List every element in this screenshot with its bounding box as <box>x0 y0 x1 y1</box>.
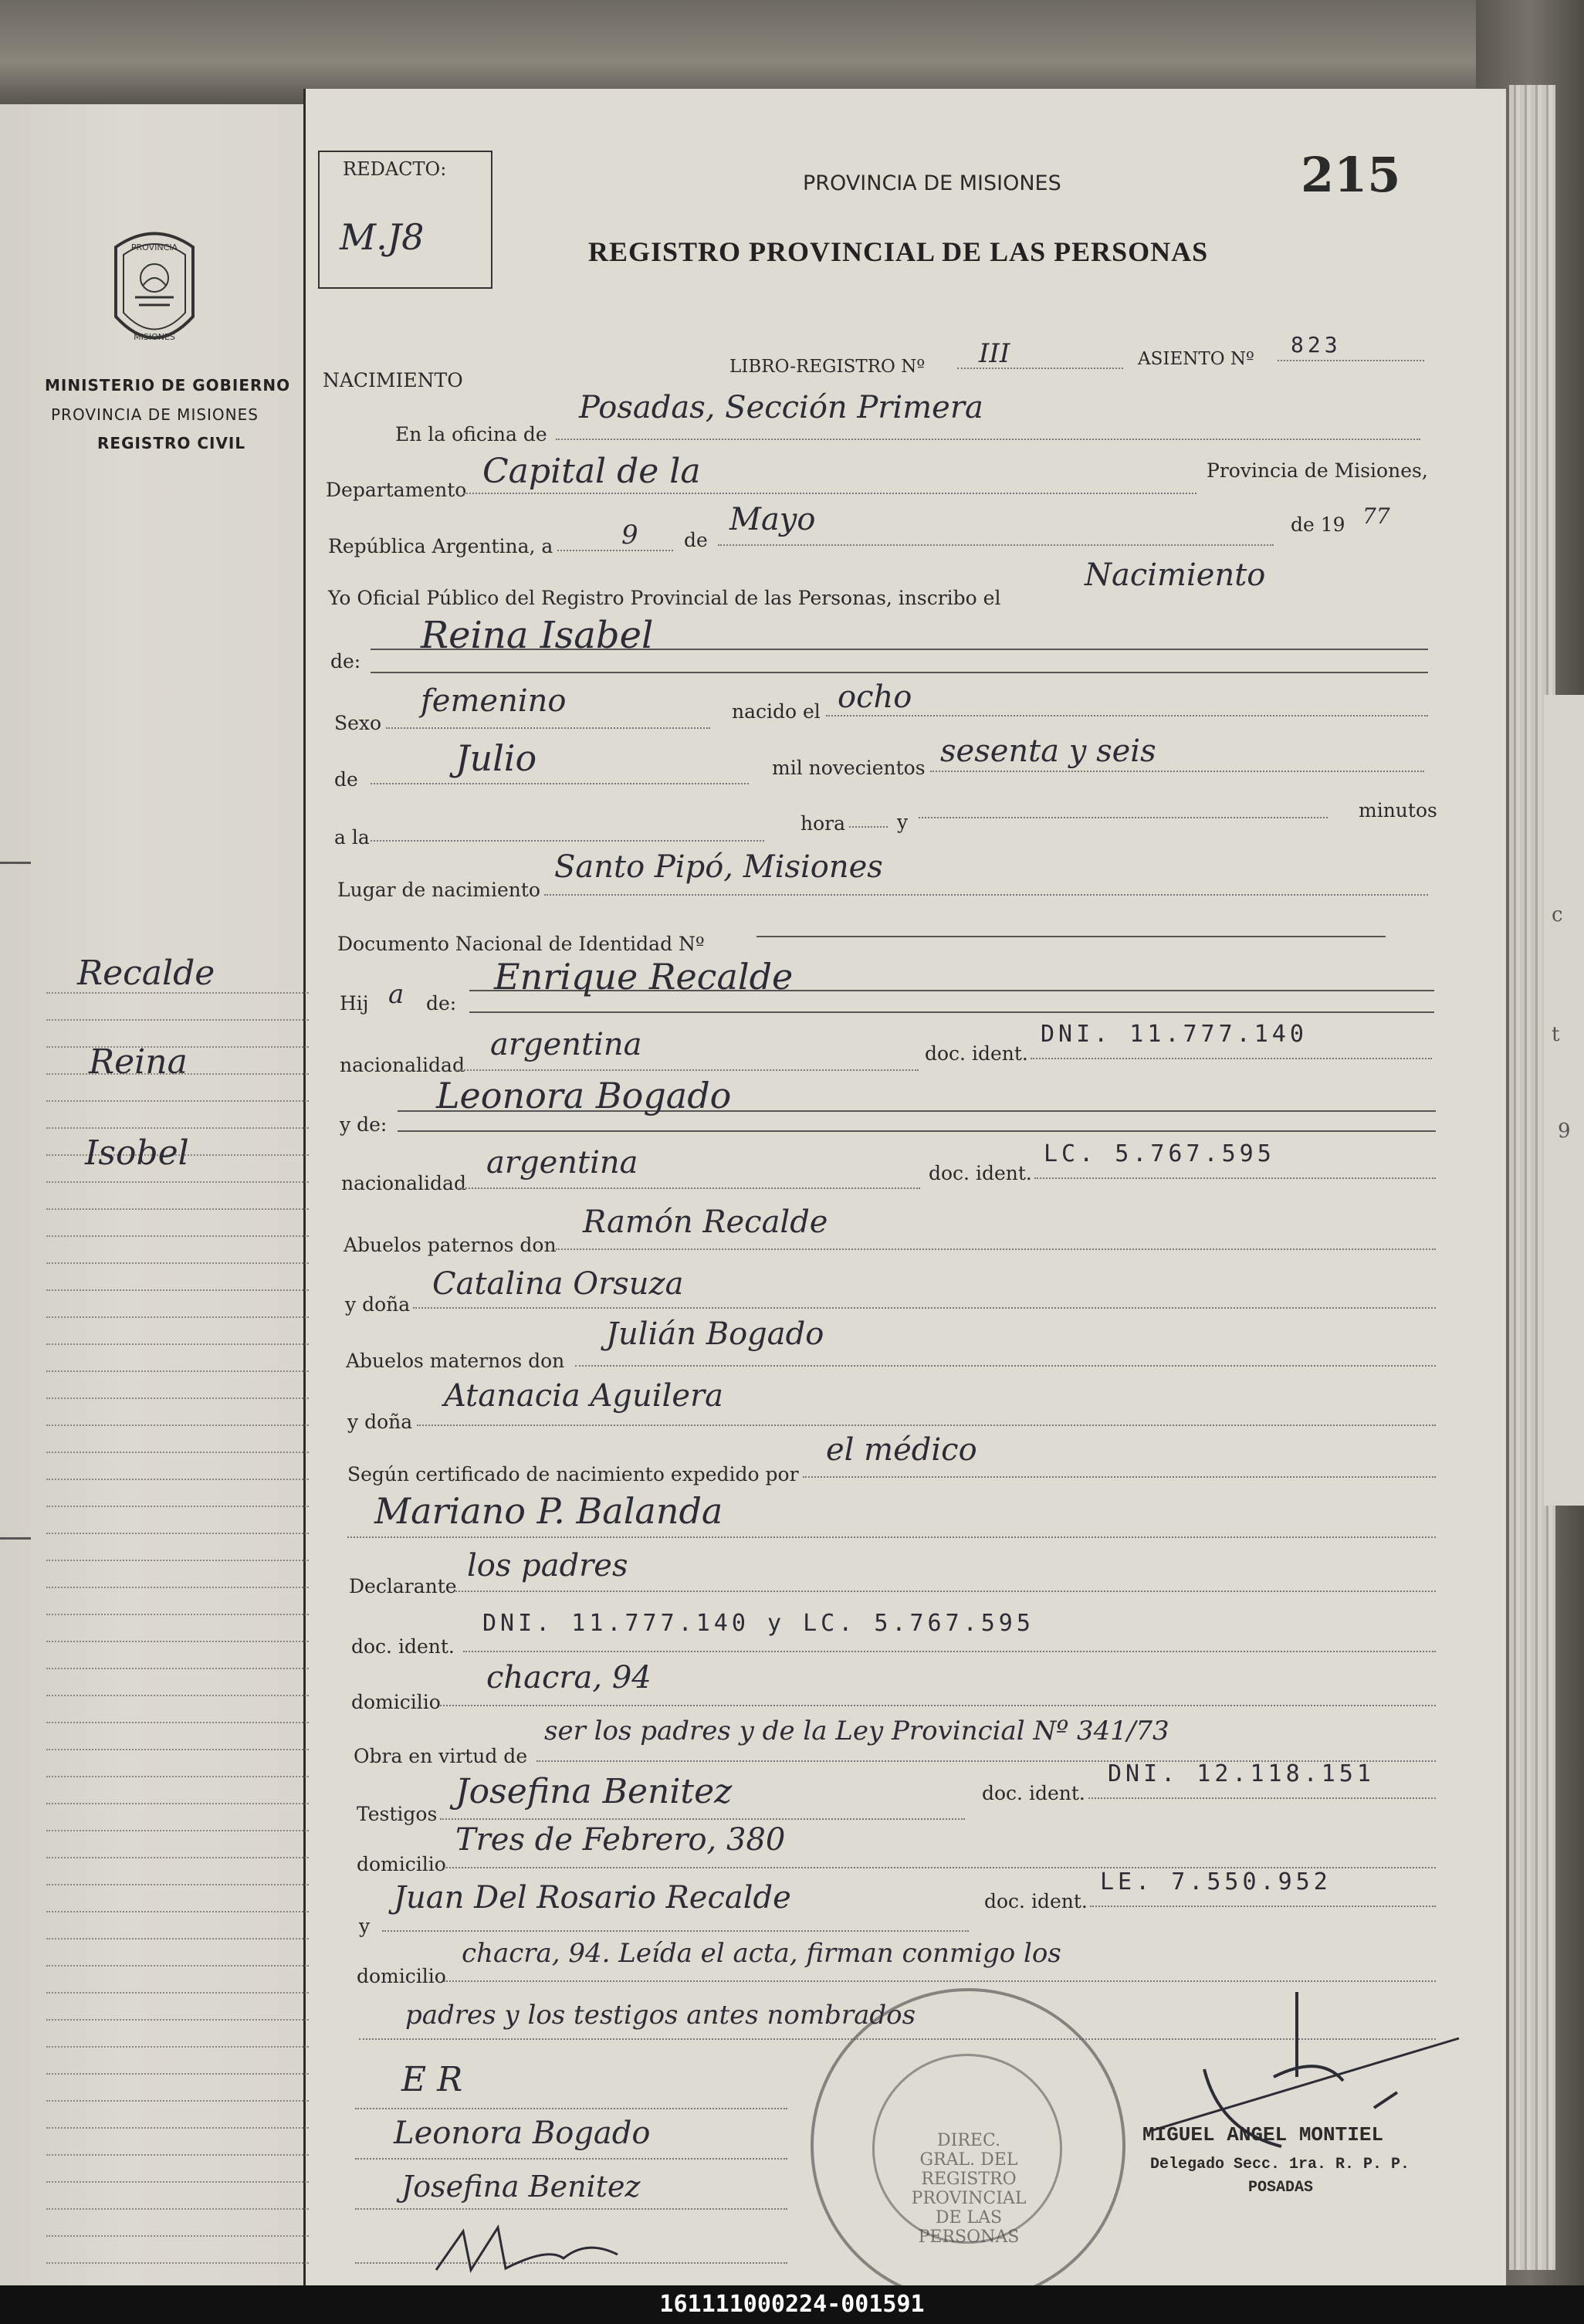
minutos-label: minutos <box>1359 799 1437 822</box>
yde-label: y de: <box>340 1113 388 1136</box>
continuation-value: padres y los testigos antes nombrados <box>405 2000 916 2031</box>
signature-4-scribble <box>432 2216 633 2278</box>
doc4-label: doc. ident. <box>982 1782 1085 1804</box>
next-page-fragment-text: 9 <box>1558 1120 1571 1143</box>
nac1-label: nacionalidad <box>340 1054 465 1076</box>
asiento-value: 823 <box>1291 332 1342 357</box>
dom2-value: Tres de Febrero, 380 <box>455 1822 786 1858</box>
footer-id: 161111000224-001591 <box>0 2285 1584 2324</box>
sexo-label: Sexo <box>334 712 382 734</box>
provincia-label: Provincia de Misiones, <box>1207 459 1428 482</box>
abuelo-materno-value: Julián Bogado <box>606 1316 824 1352</box>
signature-2: Leonora Bogado <box>394 2116 651 2151</box>
doc2-value: LC. 5.767.595 <box>1044 1140 1275 1167</box>
ala-label: a la <box>334 826 370 849</box>
margin-surname: Recalde <box>77 954 215 993</box>
binding-thread <box>0 849 31 864</box>
next-page-fragment-text: c <box>1552 903 1563 927</box>
cert-label: Según certificado de nacimiento expedido por <box>347 1463 799 1486</box>
declarante-label: Declarante <box>349 1575 457 1597</box>
signature-1: E R <box>401 2060 463 2099</box>
mes-value: Mayo <box>729 502 816 537</box>
dom3-label: domicilio <box>357 1965 446 1987</box>
oficina-value: Posadas, Sección Primera <box>579 390 983 425</box>
mil-label: mil novecientos <box>772 757 926 779</box>
doc4-value: DNI. 12.118.151 <box>1108 1760 1375 1787</box>
obra-label: Obra en virtud de <box>354 1745 528 1767</box>
dni-label: Documento Nacional de Identidad Nº <box>337 933 705 955</box>
doc5-value: LE. 7.550.952 <box>1100 1868 1332 1895</box>
left-header-registry: REGISTRO CIVIL <box>97 434 246 452</box>
abuelos-paternos-label: Abuelos paternos don <box>344 1234 557 1256</box>
dom1-label: domicilio <box>351 1691 441 1713</box>
dia-value: 9 <box>621 520 638 551</box>
doc1-value: DNI. 11.777.140 <box>1041 1021 1308 1048</box>
departamento-value: Capital de la <box>482 452 701 491</box>
next-page-fragment-text: t <box>1552 1023 1560 1046</box>
margin-first-name: Reina <box>89 1042 188 1082</box>
doc3-label: doc. ident. <box>351 1635 455 1658</box>
province-seal-icon <box>100 224 208 363</box>
registry-heading: REGISTRO PROVINCIAL DE LAS PERSONAS <box>588 236 1209 267</box>
madre-value: Leonora Bogado <box>436 1075 732 1116</box>
hija-label: Hij <box>340 992 369 1015</box>
abuela-paterna-value: Catalina Orsuza <box>432 1266 684 1302</box>
binding-thread <box>0 1525 31 1540</box>
asiento-label: ASIENTO Nº <box>1138 349 1254 369</box>
hija-de-label: de: <box>426 992 457 1015</box>
page-number: 215 <box>1301 147 1401 203</box>
hija-letter: a <box>388 979 404 1010</box>
anio-label: de 19 <box>1291 513 1345 536</box>
ydona2-label: y doña <box>347 1411 413 1433</box>
oficina-label: En la oficina de <box>395 423 547 445</box>
abuelos-maternos-label: Abuelos maternos don <box>346 1350 565 1372</box>
left-header-ministry: MINISTERIO DE GOBIERNO <box>45 376 291 395</box>
libro-value: III <box>979 338 1010 369</box>
svg-text:MISIONES: MISIONES <box>134 332 175 342</box>
lugar-value: Santo Pipó, Misiones <box>554 849 883 885</box>
dom1-value: chacra, 94 <box>486 1660 652 1696</box>
de-label: de <box>684 529 708 551</box>
signature-3: Josefina Benitez <box>401 2170 641 2204</box>
left-register-page <box>0 104 305 2285</box>
padre-value: Enrique Recalde <box>494 956 794 998</box>
doc5-label: doc. ident. <box>984 1890 1088 1912</box>
cert-value: el médico <box>826 1432 977 1468</box>
anio-value: 77 <box>1362 503 1390 529</box>
nacimiento-label: NACIMIENTO <box>323 369 463 391</box>
y2-label: y <box>359 1915 371 1937</box>
dom2-label: domicilio <box>357 1853 446 1875</box>
libro-label: LIBRO-REGISTRO Nº <box>729 357 926 377</box>
medico-value: Mariano P. Balanda <box>374 1490 723 1532</box>
next-page-fragment <box>1544 695 1584 1506</box>
svg-text:PROVINCIA: PROVINCIA <box>130 242 178 252</box>
province-heading: PROVINCIA DE MISIONES <box>803 171 1061 195</box>
anio-nac-value: sesenta y seis <box>940 733 1156 769</box>
official-name: MIGUEL ANGEL MONTIEL <box>1142 2123 1384 2146</box>
margin-second-name: Isobel <box>85 1133 189 1173</box>
nacido-value: ocho <box>838 679 912 715</box>
de-nombre-label: de: <box>330 650 361 672</box>
doc2-label: doc. ident. <box>929 1162 1032 1184</box>
mes-nac-value: Julio <box>455 737 537 779</box>
testigo1-value: Josefina Benitez <box>455 1772 733 1811</box>
official-place: POSADAS <box>1248 2179 1314 2197</box>
declarante-value: los padres <box>467 1548 628 1584</box>
abuelo-paterno-value: Ramón Recalde <box>583 1204 828 1240</box>
sexo-value: femenino <box>421 683 567 719</box>
nombre-value: Reina Isabel <box>421 614 654 657</box>
doc3-value: DNI. 11.777.140 y LC. 5.767.595 <box>482 1610 1034 1637</box>
republica-label: República Argentina, a <box>328 535 553 557</box>
dom3-value: chacra, 94. Leída el acta, firman conmigo los <box>462 1938 1061 1969</box>
nac1-value: argentina <box>490 1027 642 1062</box>
redacto-initials: M.J8 <box>340 216 425 258</box>
oficial-label: Yo Oficial Público del Registro Provincial de las Personas, inscribo el <box>328 587 1001 609</box>
hora-label: hora <box>800 812 846 835</box>
doc1-label: doc. ident. <box>925 1042 1028 1065</box>
nacido-label: nacido el <box>732 700 821 723</box>
lugar-label: Lugar de nacimiento <box>337 879 540 901</box>
testigo2-value: Juan Del Rosario Recalde <box>394 1880 791 1916</box>
departamento-label: Departamento <box>326 479 467 501</box>
nac2-value: argentina <box>486 1145 638 1181</box>
y-label: y <box>897 811 909 833</box>
de2-label: de <box>334 768 358 791</box>
ydona1-label: y doña <box>345 1293 411 1316</box>
testigos-label: Testigos <box>357 1803 438 1825</box>
oficial-value: Nacimiento <box>1085 557 1266 593</box>
abuela-materna-value: Atanacia Aguilera <box>444 1378 723 1414</box>
redacto-label: REDACTO: <box>343 158 447 180</box>
nac2-label: nacionalidad <box>341 1172 466 1194</box>
left-header-province: PROVINCIA DE MISIONES <box>51 405 259 424</box>
official-title: Delegado Secc. 1ra. R. P. P. <box>1150 2156 1410 2173</box>
obra-value: ser los padres y de la Ley Provincial Nº 341/73 <box>544 1716 1169 1746</box>
stamp-text: DIREC. GRAL. DEL REGISTRO PROVINCIAL DE LAS PERSONAS <box>911 2131 1027 2247</box>
